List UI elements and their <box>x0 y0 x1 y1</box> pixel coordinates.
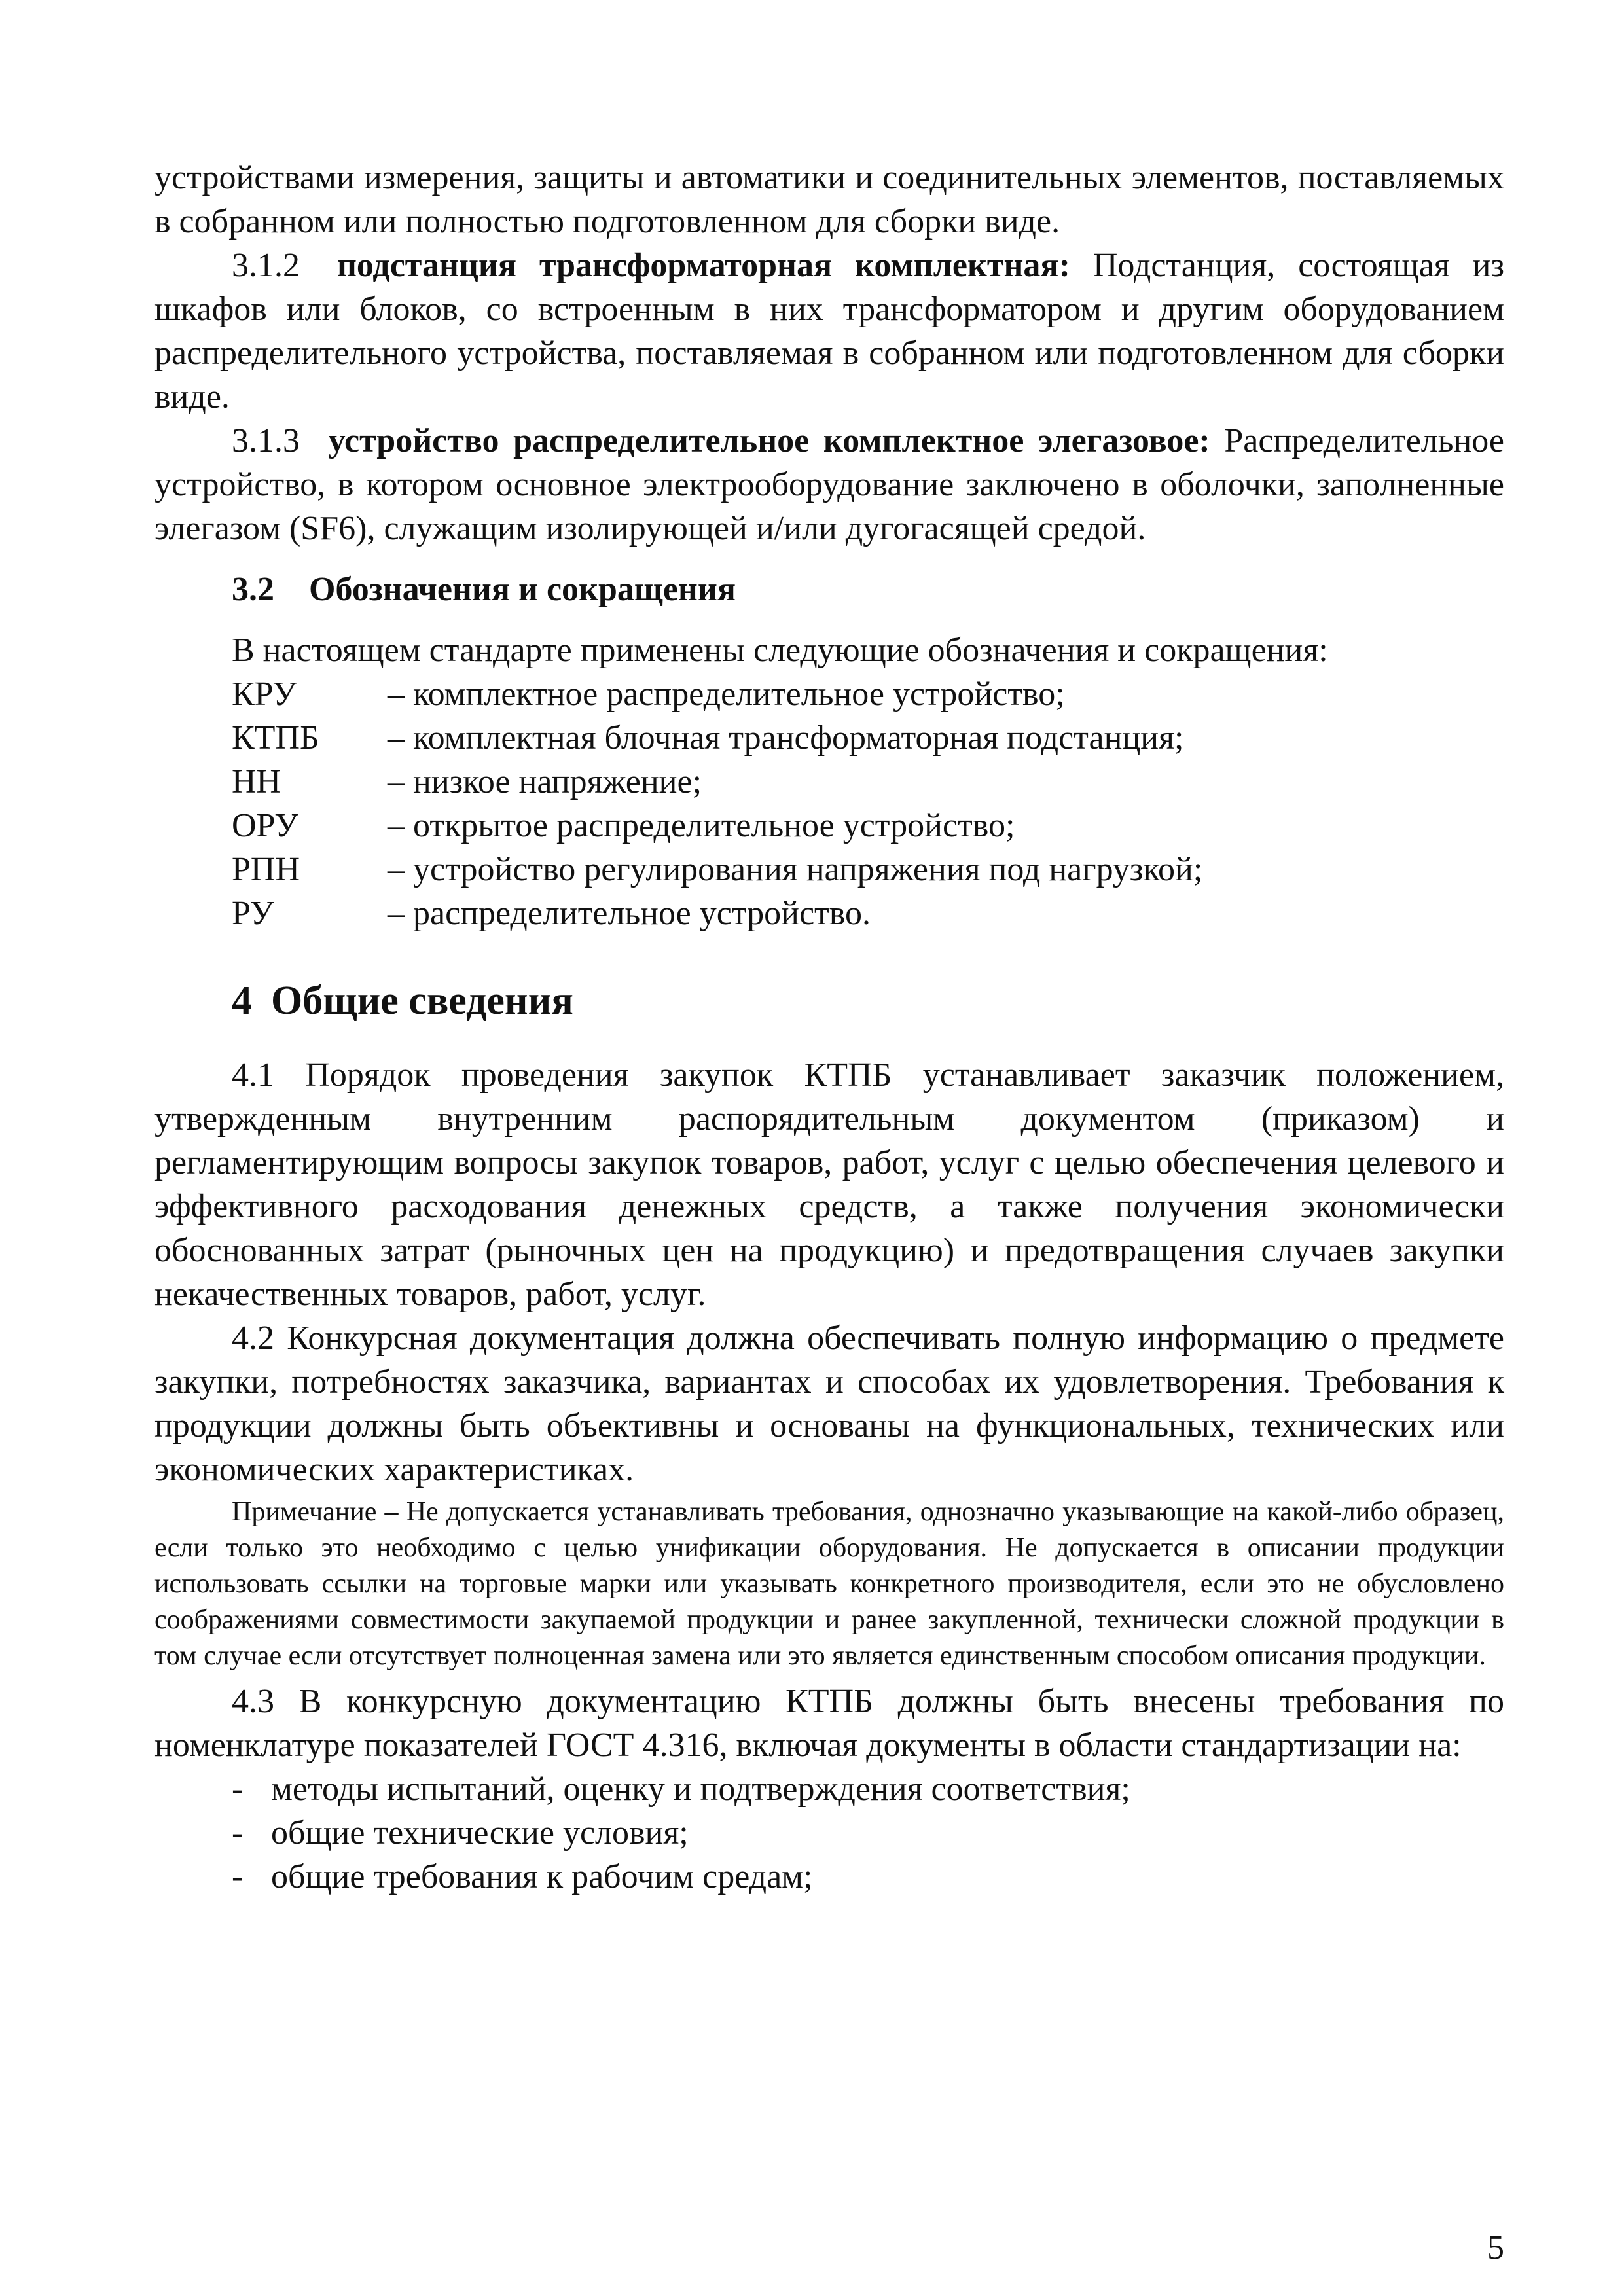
section-number: 3.2 <box>232 571 274 608</box>
definition-text: Распределительное устройство, в котором основное электрооборудование заключено в оболочки, заполненные элегазом (SF6), служащим изолирующей и/или дугогасящей средой. <box>154 422 1504 547</box>
abbreviation-desc: – открытое распределительное устройство; <box>388 807 1015 844</box>
section-4-heading <box>232 975 1504 1027</box>
abbreviation-code: ОРУ <box>232 807 298 844</box>
paragraph-4-2: 4.2 Конкурсная документация должна обеспечивать полную информацию о предмете закупки, потребностях заказчика, вариантах и способах их удовлетворения. Требования к продукции должны быть объективны и основаны на функциональных, технических или экономических характеристиках. <box>154 1319 1504 1488</box>
definition-text: Подстанция, состоящая из шкафов или блоков, со встроенным в них трансформатором и другим оборудованием распределительного устройства, поставляемая в собранном или подготовленном для сборки виде. <box>154 247 1505 416</box>
abbreviations-intro: В настоящем стандарте применены следующие обозначения и сокращения: <box>232 632 1328 669</box>
abbreviation-desc: – устройство регулирования напряжения под нагрузкой; <box>388 851 1203 888</box>
abbreviation-code: НН <box>232 763 281 800</box>
list-item: - методы испытаний, оценку и подтверждения соответствия; <box>232 1767 1504 1811</box>
bullet-list <box>154 1767 1504 1899</box>
abbreviation-item <box>232 804 1504 848</box>
abbreviation-code: РУ <box>232 895 274 932</box>
abbreviations-list <box>232 672 1504 935</box>
section-title: Обозначения и сокращения <box>309 571 736 608</box>
definition-term: устройство распределительное комплектное элегазовое: <box>328 422 1210 459</box>
list-item-text: методы испытаний, оценку и подтверждения соответствия; <box>271 1770 1130 1808</box>
section-3-2-heading <box>232 567 1504 611</box>
abbreviation-code: РПН <box>232 851 300 888</box>
definition-3-1-3 <box>154 419 1504 550</box>
page-number: 5 <box>1487 2229 1504 2267</box>
abbreviation-desc: – комплектное распределительное устройство; <box>388 675 1065 713</box>
continued-paragraph: устройствами измерения, защиты и автоматики и соединительных элементов, поставляемых в собранном или полностью подготовленном для сборки виде. <box>154 159 1504 240</box>
section-number: 4 <box>232 978 252 1023</box>
abbreviation-item <box>232 760 1504 804</box>
note-text: Примечание – Не допускается устанавливать требования, однозначно указывающие на какой-либо образец, если только это необходимо с целью унификации оборудования. Не допускается в описании продукции использовать ссылки на торговые марки или указывать конкретного производителя, если это не обусловлено соображениями совместимости закупаемой продукции и ранее закупленной, технически сложной продукции в том случае если отсутствует полноценная замена или это является единственным способом описания продукции. <box>154 1497 1504 1671</box>
abbreviation-code: КРУ <box>232 675 297 713</box>
list-item-text: общие технические условия; <box>271 1814 689 1852</box>
definition-number: 3.1.2 <box>232 247 300 284</box>
abbreviation-item <box>232 848 1504 891</box>
abbreviation-desc: – распределительное устройство. <box>388 895 871 932</box>
page-content <box>154 156 1504 1899</box>
abbreviation-item <box>232 716 1504 760</box>
abbreviation-code: КТПБ <box>232 719 319 757</box>
note-paragraph <box>154 1494 1504 1674</box>
abbreviation-desc: – низкое напряжение; <box>388 763 702 800</box>
list-item-text: общие требования к рабочим средам; <box>271 1858 813 1895</box>
definition-number: 3.1.3 <box>232 422 300 459</box>
abbreviation-desc: – комплектная блочная трансформаторная подстанция; <box>388 719 1184 757</box>
list-item: - общие технические условия; <box>232 1811 1504 1855</box>
abbreviation-item <box>232 672 1504 716</box>
paragraph-4-3: 4.3 В конкурсную документацию КТПБ должны быть внесены требования по номенклатуре показателей ГОСТ 4.316, включая документы в области стандартизации на: <box>154 1683 1504 1764</box>
abbreviation-item <box>232 891 1504 935</box>
section-title: Общие сведения <box>271 978 573 1023</box>
paragraph-4-1: 4.1 Порядок проведения закупок КТПБ устанавливает заказчик положением, утвержденным внутренним распорядительным документом (приказом) и регламентирующим вопросы закупок товаров, работ, услуг с целью обеспечения целевого и эффективного расходования денежных средств, а также получения экономически обоснованных затрат (рыночных цен на продукцию) и предотвращения случаев закупки некачественных товаров, работ, услуг. <box>154 1056 1504 1313</box>
definition-term: подстанция трансформаторная комплектная: <box>336 247 1070 284</box>
definition-3-1-2 <box>154 243 1504 419</box>
list-item: - общие требования к рабочим средам; <box>232 1855 1504 1899</box>
